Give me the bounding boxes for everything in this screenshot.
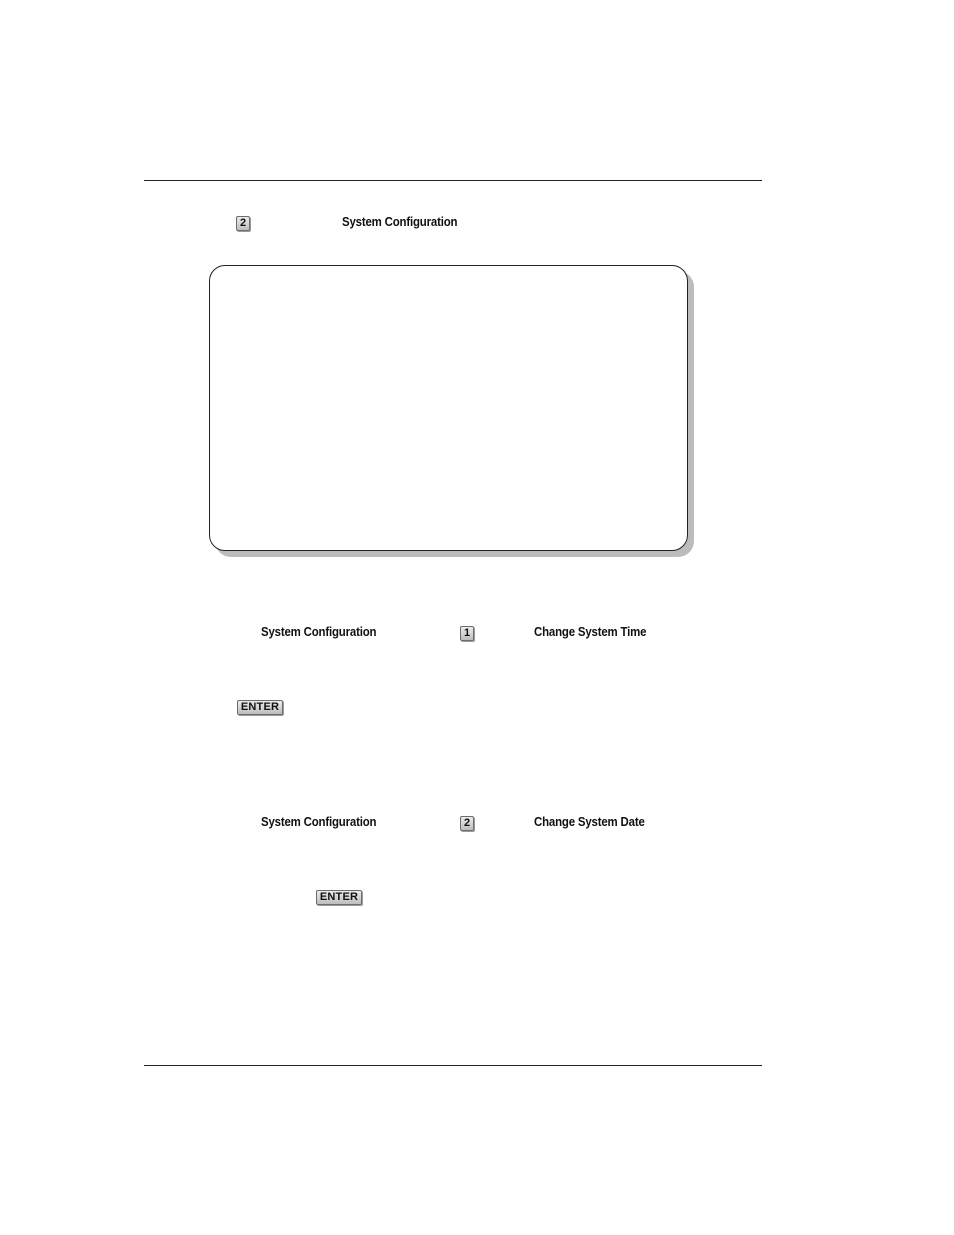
key-2: 2 [236, 216, 250, 231]
system-configuration-menu-label-2: System Configuration [261, 814, 377, 829]
footer-rule [144, 1065, 762, 1066]
key-2-date: 2 [460, 816, 474, 831]
system-configuration-menu-label: System Configuration [261, 624, 377, 639]
change-system-time-label: Change System Time [534, 624, 647, 639]
system-configuration-label: System Configuration [342, 214, 458, 229]
change-system-date-label: Change System Date [534, 814, 645, 829]
enter-key: ENTER [237, 700, 283, 715]
enter-key-2: ENTER [316, 890, 362, 905]
terminal-screen-frame [209, 265, 688, 551]
key-1: 1 [460, 626, 474, 641]
header-rule [144, 180, 762, 181]
